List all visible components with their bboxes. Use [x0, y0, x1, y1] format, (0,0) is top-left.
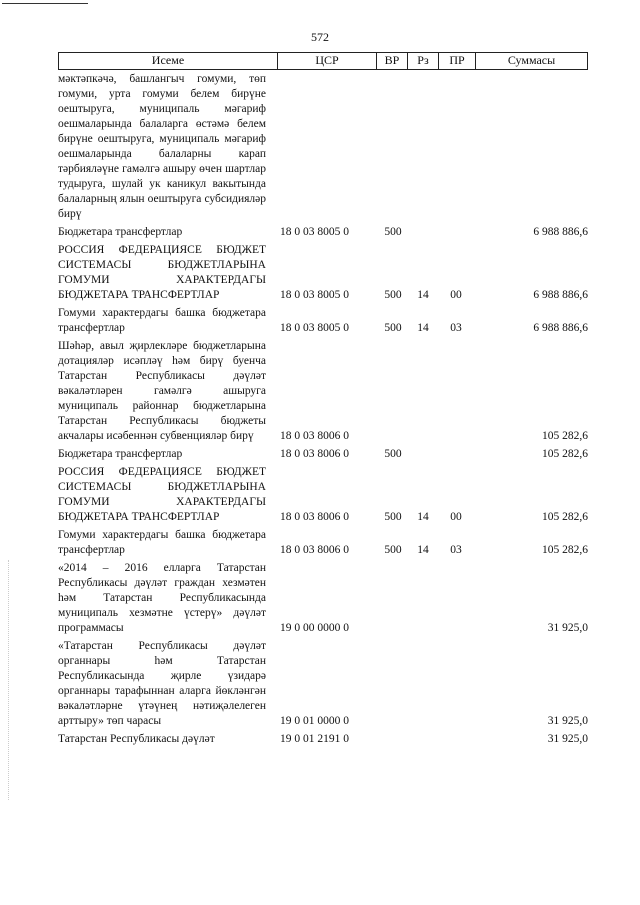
table-row — [58, 561, 588, 636]
row-vr: 500 — [384, 448, 402, 460]
header-csr: ЦСР — [278, 53, 377, 69]
row-rz: 14 — [417, 322, 429, 334]
row-csr: 18 0 03 8006 0 — [280, 448, 349, 460]
top-rule — [2, 3, 88, 4]
row-vr: 500 — [384, 544, 402, 556]
row-name: Гомуми характердагы башка бюджетара трансфертлар — [58, 529, 266, 556]
row-sum: 31 925,0 — [547, 715, 588, 727]
row-sum: 31 925,0 — [547, 622, 588, 634]
row-name: Бюджетара трансфертлар — [58, 448, 183, 460]
row-vr: 500 — [384, 322, 402, 334]
row-csr: 18 0 03 8006 0 — [280, 544, 349, 556]
header-name: Исеме — [59, 53, 278, 69]
row-csr: 19 0 01 0000 0 — [280, 715, 349, 727]
table-row — [58, 639, 588, 729]
row-csr: 18 0 03 8005 0 — [280, 322, 349, 334]
table-row — [58, 465, 588, 525]
row-name: «2014 – 2016 елларга Татарстан Республикасы дәүләт граждан хезмәтен һәм Татарстан Республикасында муниципаль хезмәтне үстерү» дәүләт программасы — [58, 562, 266, 634]
scan-margin-mark — [8, 560, 10, 800]
row-name: мәктәпкәчә, башлангыч гомуми, төп гомуми, урта гомуми белем бирүне оештыруга, муниципаль мәгариф оешмаларында балаларга өстәмә белем бирүне оештыруга, муниципаль мәгариф оешмаларында балаларны карап тәрбияләүне гамәлгә ашыру өчен шартлар тудыруга, шулай ук каникул вакытында балаларның ялын оештыруга субсидияләр бирү — [58, 73, 266, 220]
table-row — [58, 225, 588, 240]
row-name: Татарстан Республикасы дәүләт — [58, 733, 215, 745]
row-vr: 500 — [384, 511, 402, 523]
row-sum: 6 988 886,6 — [533, 322, 588, 334]
row-sum: 105 282,6 — [542, 430, 588, 442]
table-row — [58, 306, 588, 336]
row-csr: 18 0 03 8005 0 — [280, 289, 349, 301]
row-rz: 14 — [417, 544, 429, 556]
row-name: Гомуми характердагы башка бюджетара трансфертлар — [58, 307, 266, 334]
table-row — [58, 339, 588, 444]
row-name: «Татарстан Республикасы дәүләт органнары һәм Татарстан Республикасында җирле үзидарә органнары тарафыннан аларга йөкләнгән вәкаләтләрне үтәүнең нәтиҗәлелеген арттыру» төп чарасы — [58, 640, 266, 727]
row-sum: 31 925,0 — [547, 733, 588, 745]
row-name: Шәһәр, авыл җирлекләре бюджетларына дотацияләр исәпләү һәм бирү буенча Татарстан Республикасы дәүләт вәкаләтләрен гамәлгә ашыруга муниципаль районнар бюджетларына Татарстан Республикасы бюджеты акчалары исәбеннән субвенцияләр бирү — [58, 340, 266, 442]
header-pr: ПР — [439, 53, 476, 69]
row-sum: 6 988 886,6 — [533, 289, 588, 301]
row-csr: 19 0 00 0000 0 — [280, 622, 349, 634]
row-name: РОССИЯ ФЕДЕРАЦИЯСЕ БЮДЖЕТ СИСТЕМАСЫ БЮДЖЕТЛАРЫНА ГОМУМИ ХАРАКТЕРДАГЫ БЮДЖЕТАРА ТРАНСФЕРТЛАР — [58, 244, 266, 301]
row-sum: 6 988 886,6 — [533, 226, 588, 238]
table-row — [58, 447, 588, 462]
table-row — [58, 243, 588, 303]
row-name: Бюджетара трансфертлар — [58, 226, 183, 238]
row-pr: 03 — [450, 322, 462, 334]
row-csr: 18 0 03 8006 0 — [280, 511, 349, 523]
row-pr: 03 — [450, 544, 462, 556]
table-row — [58, 72, 588, 222]
row-csr: 18 0 03 8005 0 — [280, 226, 349, 238]
header-vr: ВР — [377, 53, 408, 69]
row-vr: 500 — [384, 289, 402, 301]
row-csr: 19 0 01 2191 0 — [280, 733, 349, 745]
row-rz: 14 — [417, 511, 429, 523]
table-row — [58, 732, 588, 747]
header-sum: Суммасы — [507, 53, 556, 67]
table-row — [58, 528, 588, 558]
row-sum: 105 282,6 — [542, 544, 588, 556]
row-vr: 500 — [384, 226, 402, 238]
table-body — [58, 70, 588, 747]
table-header — [58, 52, 588, 70]
page-number: 572 — [311, 30, 329, 44]
header-rz: Рз — [408, 53, 439, 69]
row-pr: 00 — [450, 289, 462, 301]
row-name: РОССИЯ ФЕДЕРАЦИЯСЕ БЮДЖЕТ СИСТЕМАСЫ БЮДЖЕТЛАРЫНА ГОМУМИ ХАРАКТЕРДАГЫ БЮДЖЕТАРА ТРАНСФЕРТЛАР — [58, 466, 266, 523]
row-sum: 105 282,6 — [542, 448, 588, 460]
row-pr: 00 — [450, 511, 462, 523]
budget-table — [58, 52, 588, 750]
row-rz: 14 — [417, 289, 429, 301]
row-csr: 18 0 03 8006 0 — [280, 430, 349, 442]
row-sum: 105 282,6 — [542, 511, 588, 523]
